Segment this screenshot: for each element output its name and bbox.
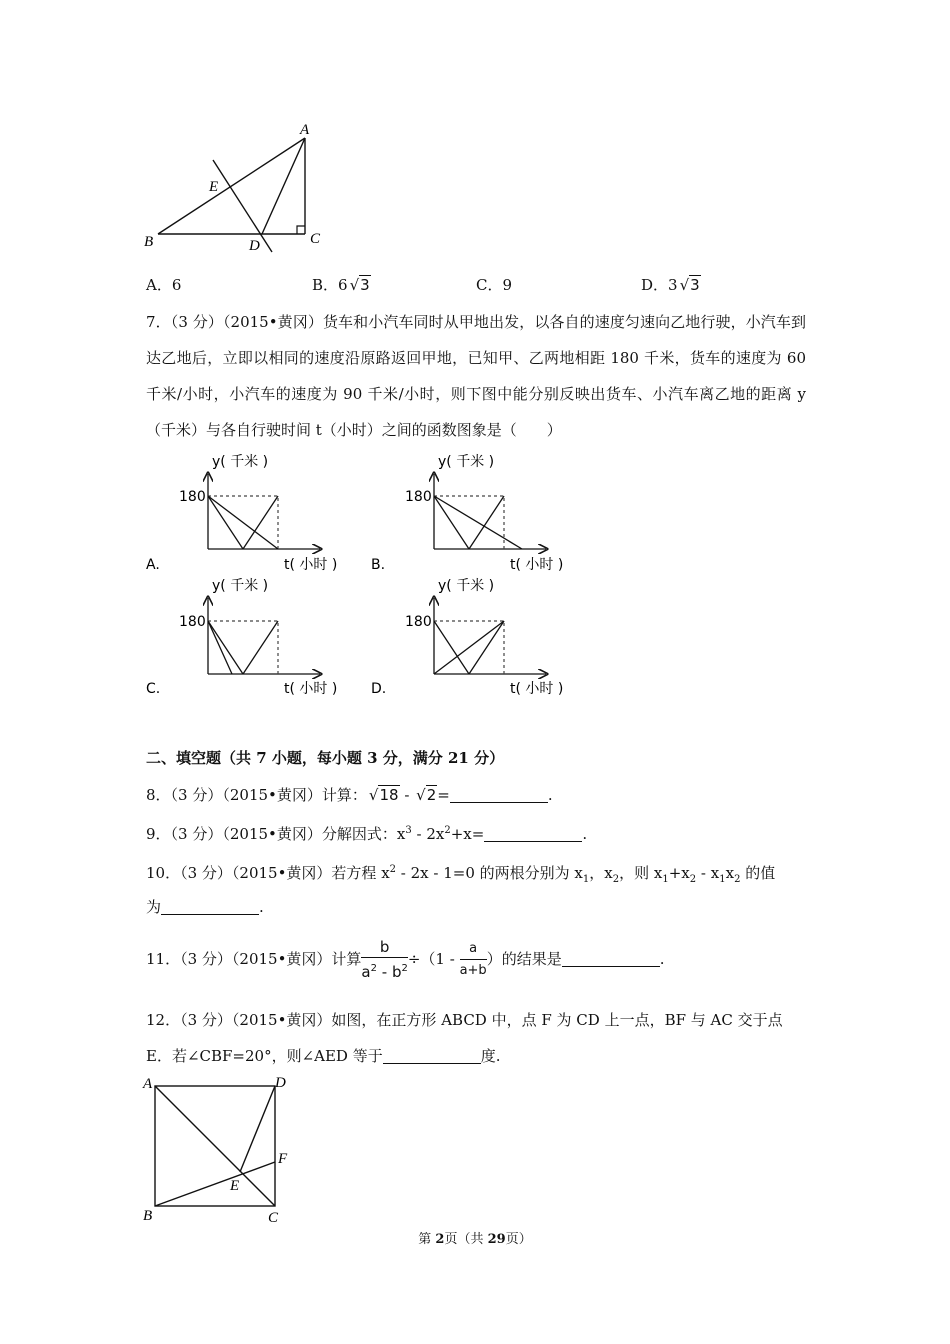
label-d: D: [275, 1075, 286, 1091]
fraction-1: $\frac{b}{a^2 - b^2}$: [361, 938, 408, 981]
answer-blank[interactable]: [161, 898, 259, 915]
label-e: E: [230, 1178, 240, 1194]
svg-text:y( 千米 ): y( 千米 ): [212, 578, 269, 594]
svg-text:y( 千米 ): y( 千米 ): [438, 454, 495, 470]
q6-option-d: D．3 √3: [641, 276, 700, 294]
answer-blank[interactable]: [383, 1047, 481, 1064]
segment-bf: [155, 1162, 275, 1206]
segment-de: [240, 1086, 275, 1172]
q12-square-figure: [140, 1070, 300, 1230]
page-footer: 第 2页（共 29页）: [418, 1232, 532, 1247]
q8-question: 8．（3 分）（2015•黄冈）计算： √18 - √2= .: [146, 786, 553, 804]
q12-question-line2: E．若∠CBF=20°，则∠AED 等于 度.: [146, 1047, 501, 1065]
q9-question: 9．（3 分）（2015•黄冈）分解因式：$x^3 - 2x^2+x=$ .: [146, 825, 588, 843]
svg-text:t( 小时 ): t( 小时 ): [284, 681, 338, 697]
q7-graphs: [140, 445, 600, 705]
answer-blank[interactable]: [562, 950, 660, 967]
option-c-label: C.: [146, 681, 161, 697]
answer-blank[interactable]: [484, 825, 582, 842]
graph-c: [146, 577, 337, 697]
q10-question-line1: 10．（3 分）（2015•黄冈）若方程 $x^2 - 2x - 1=0$ 的两根分别为 $x_1$，$x_2$，则 $x_1+x_2 - x_1x_2$ 的值: [146, 864, 776, 885]
label-b: B: [143, 1208, 153, 1224]
graph-b: [371, 453, 563, 573]
y-axis-label: y( 千米 ): [212, 454, 269, 470]
label-c: C: [268, 1210, 279, 1226]
label-b: B: [144, 234, 154, 250]
q6-option-a: A．6: [146, 276, 182, 294]
y-value-180: 180: [179, 489, 206, 505]
svg-text:180: 180: [405, 614, 432, 630]
label-d: D: [249, 238, 260, 254]
q11-question: 11．（3 分）（2015•黄冈）计算 $\frac{b}{a^2 - b^2}$ ÷（1 - $\frac{a}{a+b}$ ）的结果是 .: [146, 938, 665, 981]
q12-question-line1: 12．（3 分）（2015•黄冈）如图，在正方形 ABCD 中，点 F 为 CD 上一点，BF 与 AC 交于点: [146, 1011, 783, 1029]
svg-text:180: 180: [179, 614, 206, 630]
graph-d: [371, 577, 563, 697]
svg-text:t( 小时 ): t( 小时 ): [510, 681, 564, 697]
fraction-2: $\frac{a}{a+b}$: [459, 940, 487, 978]
label-e: E: [209, 179, 219, 195]
label-a: A: [300, 122, 310, 138]
line-de-extended: [213, 160, 272, 252]
q6-option-c: C．9: [476, 276, 513, 294]
q6-option-b: B．6 √3: [312, 276, 370, 294]
option-d-label: D.: [371, 681, 387, 697]
label-c: C: [310, 231, 321, 247]
diagonal-ac: [155, 1086, 275, 1206]
section-2-heading: 二、填空题（共 7 小题，每小题 3 分，满分 21 分）: [146, 749, 505, 767]
x-axis-label: t( 小时 ): [284, 557, 338, 573]
label-f: F: [278, 1151, 288, 1167]
svg-text:y( 千米 ): y( 千米 ): [438, 578, 495, 594]
svg-text:t( 小时 ): t( 小时 ): [510, 557, 564, 573]
option-b-label: B.: [371, 557, 386, 573]
right-angle-mark: [297, 226, 305, 234]
q10-question-line2: 为 .: [146, 898, 264, 916]
answer-blank[interactable]: [450, 786, 548, 803]
label-a: A: [143, 1076, 153, 1092]
graph-a: [146, 453, 337, 573]
svg-text:180: 180: [405, 489, 432, 505]
q6-triangle-figure: [140, 118, 340, 258]
option-a-label: A.: [146, 557, 160, 573]
q7-question-text: 7．（3 分）（2015•黄冈）货车和小汽车同时从甲地出发，以各自的速度匀速向乙地行驶，小汽车到达乙地后，立即以相同的速度沿原路返回甲地，已知甲、乙两地相距 180 千米，货车的速度为 60 千米/小时，小汽车的速度为 90 千米/小时，则下图中能分别反映出货车、小汽车离乙地的距离 y（千米）与各自行驶时间 t（小时）之间的函数图象是（ ）: [146, 313, 806, 439]
